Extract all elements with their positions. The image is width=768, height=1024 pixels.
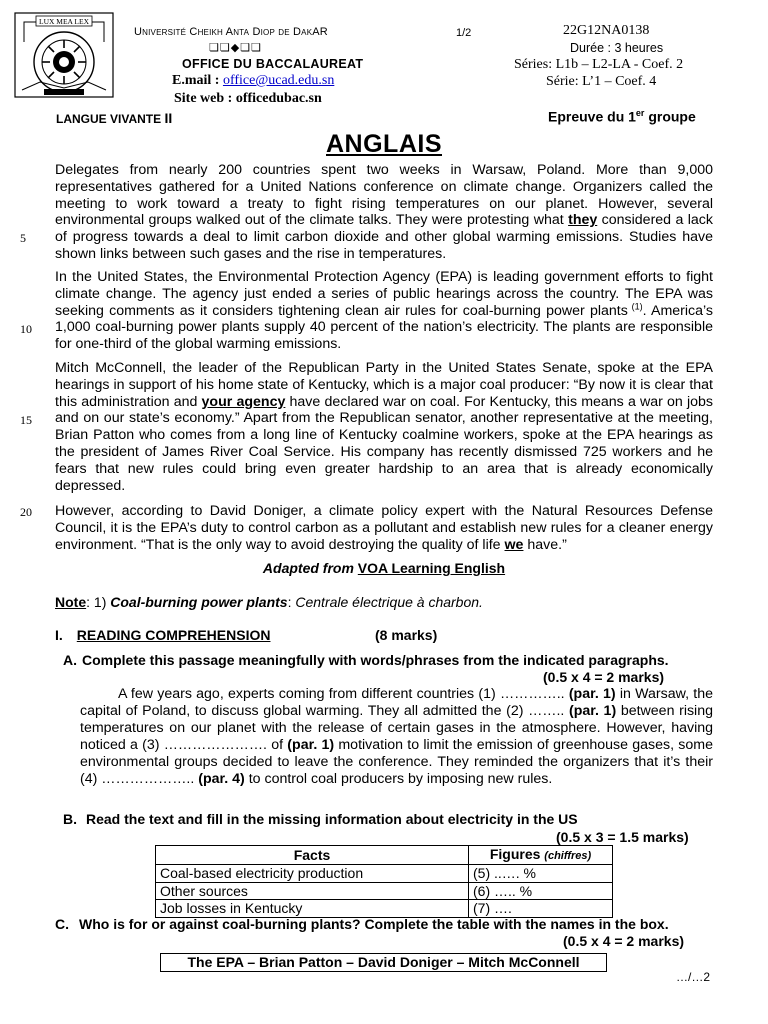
paragraph-4: However, according to David Doniger, a climate policy expert with the Natural Resources Defense Council, it is the EPA’s duty to control carbon as a pollutant and establish new rules for a cleaner energy environment. “That is the only way to avoid destroying the quality of life we have.” [55, 503, 713, 553]
question-c-marks: (0.5 x 4 = 2 marks) [563, 933, 685, 949]
fact-cell: Job losses in Kentucky [156, 900, 469, 918]
line-number: 15 [20, 413, 32, 427]
svg-text:LUX MEA LEX: LUX MEA LEX [39, 17, 89, 26]
contact-email [172, 73, 334, 89]
table-header-row [156, 846, 613, 865]
fact-cell: Other sources [156, 882, 469, 900]
section-heading: I. READING COMPREHENSION (8 marks) [55, 627, 438, 643]
question-a-letter: A. [63, 652, 77, 668]
line-number: 10 [20, 322, 32, 336]
question-a-marks: (0.5 x 4 = 2 marks) [543, 669, 665, 685]
university-seal-logo [14, 12, 114, 98]
table-row [156, 882, 613, 900]
facts-table [155, 845, 613, 918]
footnote-ref: (1) [627, 300, 643, 311]
exam-duration: Durée : 3 heures [570, 41, 664, 55]
subject-title: ANGLAIS [326, 130, 442, 158]
exercise-a-passage: A few years ago, experts coming from different countries (1) ………….. (par. 1) in Warsaw, the capital of Poland, to discuss global warming. They all admitted the (2) …….. (par. 1) between rising temperatures on our planet with the release of certain gases in the atmosphere. However, having noticed a (3) …………………. of (par. 1) motivation to limit the emission of greenhouse gases, some environmental groups decided to leave the conference. They reminded the organizers that it’s their (4) ……………….. (par. 4) to control coal producers by imposing new rules. [80, 686, 713, 787]
question-b-letter: B. [63, 811, 77, 827]
figure-cell[interactable]: (6) ….. % [469, 882, 613, 900]
exam-series: Séries: L1b – L2-LA - Coef. 2 [514, 57, 684, 72]
university-name: Université Cheikh Anta Diop de DakAR [134, 26, 328, 38]
page-number: 1/2 [456, 27, 472, 39]
question-a-text: Complete this passage meaningfully with words/phrases from the indicated paragraphs. [82, 652, 669, 668]
langue-vivante: LANGUE VIVANTE II [56, 110, 173, 126]
underlined-your-agency: your agency [201, 393, 286, 410]
office-name: OFFICE DU BACCALAUREAT [182, 57, 364, 71]
website: Site web : officedubac.sn [174, 91, 322, 106]
question-b-text: Read the text and fill in the missing information about electricity in the US [86, 811, 578, 827]
table-row [156, 865, 613, 883]
exam-series-alt: Série: L’1 – Coef. 4 [546, 74, 657, 89]
question-c-text: Who is for or against coal-burning plants? Complete the table with the names in the box. [79, 916, 669, 932]
figure-cell[interactable]: (5) ..…. % [469, 865, 613, 883]
question-c-letter: C. [55, 916, 69, 932]
underlined-they: they [568, 212, 598, 229]
exam-code: 22G12NA0138 [563, 23, 650, 38]
next-page-indicator: …/…2 [676, 970, 711, 984]
header-ornament: ❏❏◆❏❏ [209, 42, 262, 54]
line-number: 5 [20, 231, 26, 245]
paragraph-1: Delegates from nearly 200 countries spent two weeks in Warsaw, Poland. More than 9,000 representatives gathered for a United Nations conference on climate change. Organizers called the meeting to work toward a treaty to fight rising temperatures on our planet. However, several environmental groups walked out of the climate talks. They were protesting what they considered a lack of progress towards a deal to limit carbon dioxide and other global warming emissions. Studies have shown links between such gases and the rise in temperatures. [55, 162, 713, 262]
email-label: E.mail : [172, 73, 223, 88]
source-credit: Adapted from VOA Learning English [262, 560, 506, 576]
paragraph-2: In the United States, the Environmental Protection Agency (EPA) is leading government efforts to fight climate change. The agency just ended a series of public hearings across the country. The EPA was seeking comments as it considers tightening clean air rules for coal-burning power plants $^{(1)}$. America’s 1,000 coal-burning power plants supply 40 percent of the nation’s electricity. The plants are responsible for one-third of the global warming emissions. [55, 269, 714, 353]
figure-cell[interactable]: (7) …. [469, 900, 613, 918]
names-box: The EPA – Brian Patton – David Doniger – Mitch McConnell [160, 953, 607, 972]
line-number: 20 [20, 505, 32, 519]
paragraph-3: Mitch McConnell, the leader of the Republican Party in the United States Senate, spoke at the EPA hearings in support of his home state of Kentucky, which is a major coal producer: “By now it is clear that this administration and your agency have declared war on coal. For Kentucky, this means a war on jobs and on our state’s economy.” Apart from the Republican senator, another representative at the meeting, Brian Patton who comes from a long line of Kentucky coalmine workers, spoke at the EPA hearings as the president of James River Coal Service. His company has recently dismissed 725 workers and he fears that new rules could bring even greater hardship to an area that is already economically depressed. [55, 360, 713, 494]
column-header-figures: Figures (chiffres) [469, 846, 613, 865]
column-header-facts: Facts [156, 846, 469, 865]
table-row [156, 900, 613, 918]
fact-cell: Coal-based electricity production [156, 865, 469, 883]
footnote: Note: 1) Coal-burning power plants: Centrale électrique à charbon. [55, 594, 483, 610]
question-b-marks: (0.5 x 3 = 1.5 marks) [556, 829, 689, 845]
epreuve-groupe: Epreuve du 1er groupe [548, 108, 696, 125]
underlined-we: we [504, 536, 524, 553]
email-link[interactable]: office@ucad.edu.sn [222, 73, 335, 88]
